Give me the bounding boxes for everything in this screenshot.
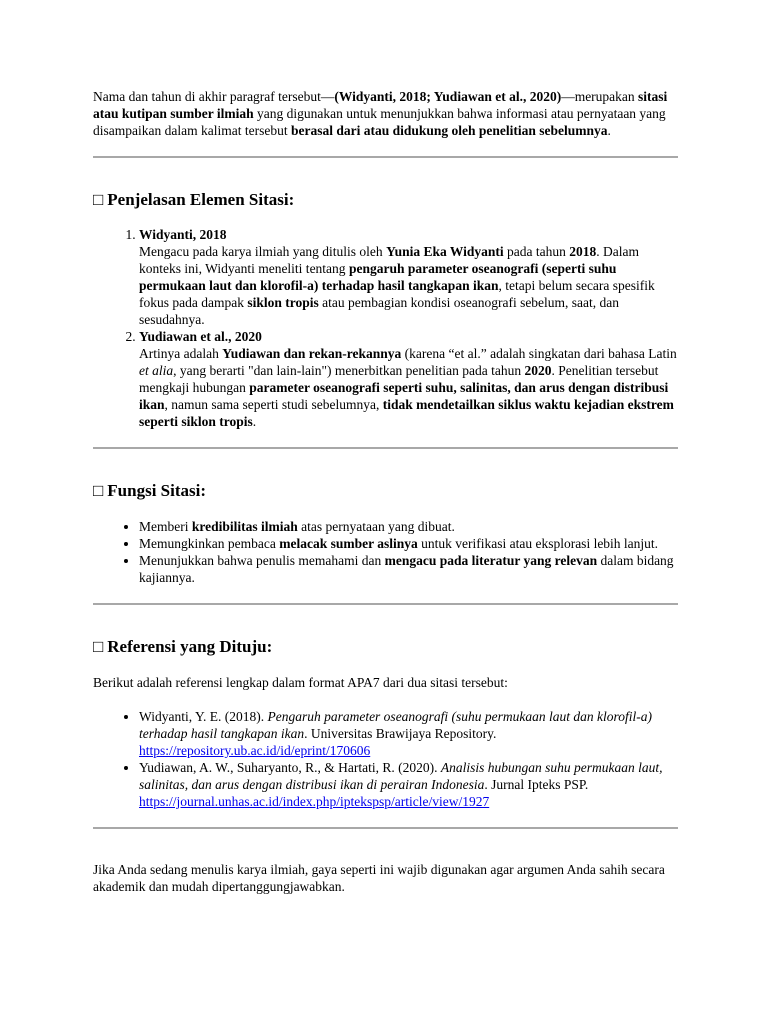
citation-elements-list bbox=[93, 226, 678, 430]
intro-emphasis: berasal dari atau didukung oleh penelitian sebelumnya bbox=[290, 123, 608, 138]
intro-text: . bbox=[607, 123, 611, 138]
intro-text: yang digunakan untuk menunjukkan bahwa informasi atau pernyataan yang disampaikan dalam kalimat tersebut bbox=[93, 106, 666, 138]
intro-citation: (Widyanti, 2018; Yudiawan et al., 2020) bbox=[334, 89, 562, 104]
section-heading-text: Penjelasan Elemen Sitasi: bbox=[107, 190, 295, 209]
item-emphasis: mengacu pada literatur yang relevan bbox=[384, 553, 598, 568]
item-emphasis: tidak mendetailkan siklus waktu kejadian ekstrem seperti siklon tropis bbox=[139, 397, 674, 429]
reference-title: Pengaruh parameter oseanografi (suhu permukaan laut dan klorofil-a) terhadap hasil tangkapan ikan bbox=[139, 709, 653, 741]
document-body bbox=[93, 88, 678, 895]
reference-item bbox=[139, 708, 678, 759]
reference-authors: Yudiawan, A. W., Suharyanto, R., & Hartati, R. (2020). bbox=[139, 760, 441, 775]
item-emphasis: 2020 bbox=[524, 363, 552, 378]
item-text: , yang berarti "dan lain-lain") menerbitkan penelitian pada tahun bbox=[173, 363, 525, 378]
reference-link[interactable]: https://repository.ub.ac.id/id/eprint/170606 bbox=[139, 743, 371, 758]
item-title: Widyanti, 2018 bbox=[139, 227, 227, 242]
item-italic: et alia bbox=[139, 363, 174, 378]
item-text: , namun sama seperti studi sebelumnya, bbox=[164, 397, 383, 412]
item-text: atas pernyataan yang dibuat. bbox=[297, 519, 455, 534]
list-item bbox=[139, 535, 678, 552]
reference-item bbox=[139, 759, 678, 810]
reference-link[interactable]: https://journal.unhas.ac.id/index.php/iptekspsp/article/view/1927 bbox=[139, 794, 490, 809]
item-text: Mengacu pada karya ilmiah yang ditulis oleh bbox=[139, 244, 387, 259]
item-emphasis: pengaruh parameter oseanografi (seperti suhu permukaan laut dan klorofil-a) terhadap hasil tangkapan ikan bbox=[139, 261, 617, 293]
list-item bbox=[139, 552, 678, 586]
divider bbox=[93, 447, 678, 449]
intro-text: —merupakan bbox=[561, 89, 639, 104]
item-text: (karena “et al.” adalah singkatan dari bahasa Latin bbox=[401, 346, 677, 361]
item-text: pada tahun bbox=[503, 244, 570, 259]
item-emphasis: kredibilitas ilmiah bbox=[191, 519, 298, 534]
item-emphasis: melacak sumber aslinya bbox=[279, 536, 418, 551]
item-text: atau pembagian kondisi oseanografi sebelum, saat, dan sesudahnya. bbox=[139, 295, 620, 327]
item-text: Memberi bbox=[139, 519, 192, 534]
closing-paragraph: Jika Anda sedang menulis karya ilmiah, gaya seperti ini wajib digunakan agar argumen Anda sahih secara akademik dan mudah dipertanggungjawabkan. bbox=[93, 862, 665, 894]
reference-source: . Jurnal Ipteks PSP. bbox=[484, 777, 589, 792]
item-emphasis: 2018 bbox=[569, 244, 597, 259]
section-heading-text: Referensi yang Dituju: bbox=[107, 637, 273, 656]
item-emphasis: Yunia Eka Widyanti bbox=[386, 244, 504, 259]
divider bbox=[93, 603, 678, 605]
reference-authors: Widyanti, Y. E. (2018). bbox=[139, 709, 268, 724]
item-text: . Penelitian tersebut mengkaji hubungan bbox=[139, 363, 659, 395]
reference-source: . Universitas Brawijaya Repository. bbox=[304, 726, 497, 741]
intro-text: Nama dan tahun di akhir paragraf tersebut— bbox=[93, 89, 335, 104]
item-emphasis: parameter oseanografi seperti suhu, salinitas, dan arus dengan distribusi ikan bbox=[139, 380, 669, 412]
item-text: dalam bidang kajiannya. bbox=[139, 553, 674, 585]
item-title: Yudiawan et al., 2020 bbox=[139, 329, 262, 344]
item-text: untuk verifikasi atau eksplorasi lebih lanjut. bbox=[417, 536, 659, 551]
item-text: . bbox=[252, 414, 257, 429]
item-emphasis: siklon tropis bbox=[247, 295, 319, 310]
box-icon: □ bbox=[93, 637, 104, 656]
box-icon: □ bbox=[93, 481, 104, 500]
intro-paragraph bbox=[93, 88, 678, 139]
item-text: , tetapi belum secara spesifik fokus pada dampak bbox=[139, 278, 655, 310]
list-item bbox=[139, 518, 678, 535]
divider bbox=[93, 156, 678, 158]
reference-title: Analisis hubungan suhu permukaan laut, salinitas, dan arus dengan distribusi ikan di perairan Indonesia bbox=[139, 760, 663, 792]
list-item bbox=[139, 226, 678, 328]
section-heading-function bbox=[93, 481, 678, 501]
item-text: Memungkinkan pembaca bbox=[139, 536, 280, 551]
section-heading-text: Fungsi Sitasi: bbox=[107, 481, 207, 500]
section-heading-explanation bbox=[93, 190, 678, 210]
list-item bbox=[139, 328, 678, 430]
section-heading-references bbox=[93, 637, 678, 657]
box-icon: □ bbox=[93, 190, 104, 209]
function-list bbox=[93, 518, 678, 586]
item-text: Artinya adalah bbox=[139, 346, 223, 361]
item-text: Menunjukkan bahwa penulis memahami dan bbox=[139, 553, 385, 568]
intro-emphasis: sitasi atau kutipan sumber ilmiah bbox=[93, 89, 668, 121]
item-emphasis: Yudiawan dan rekan-rekannya bbox=[222, 346, 402, 361]
divider bbox=[93, 827, 678, 829]
reference-list bbox=[93, 708, 678, 810]
item-text: . Dalam konteks ini, Widyanti meneliti tentang bbox=[139, 244, 639, 276]
references-lead: Berikut adalah referensi lengkap dalam format APA7 dari dua sitasi tersebut: bbox=[93, 675, 508, 690]
